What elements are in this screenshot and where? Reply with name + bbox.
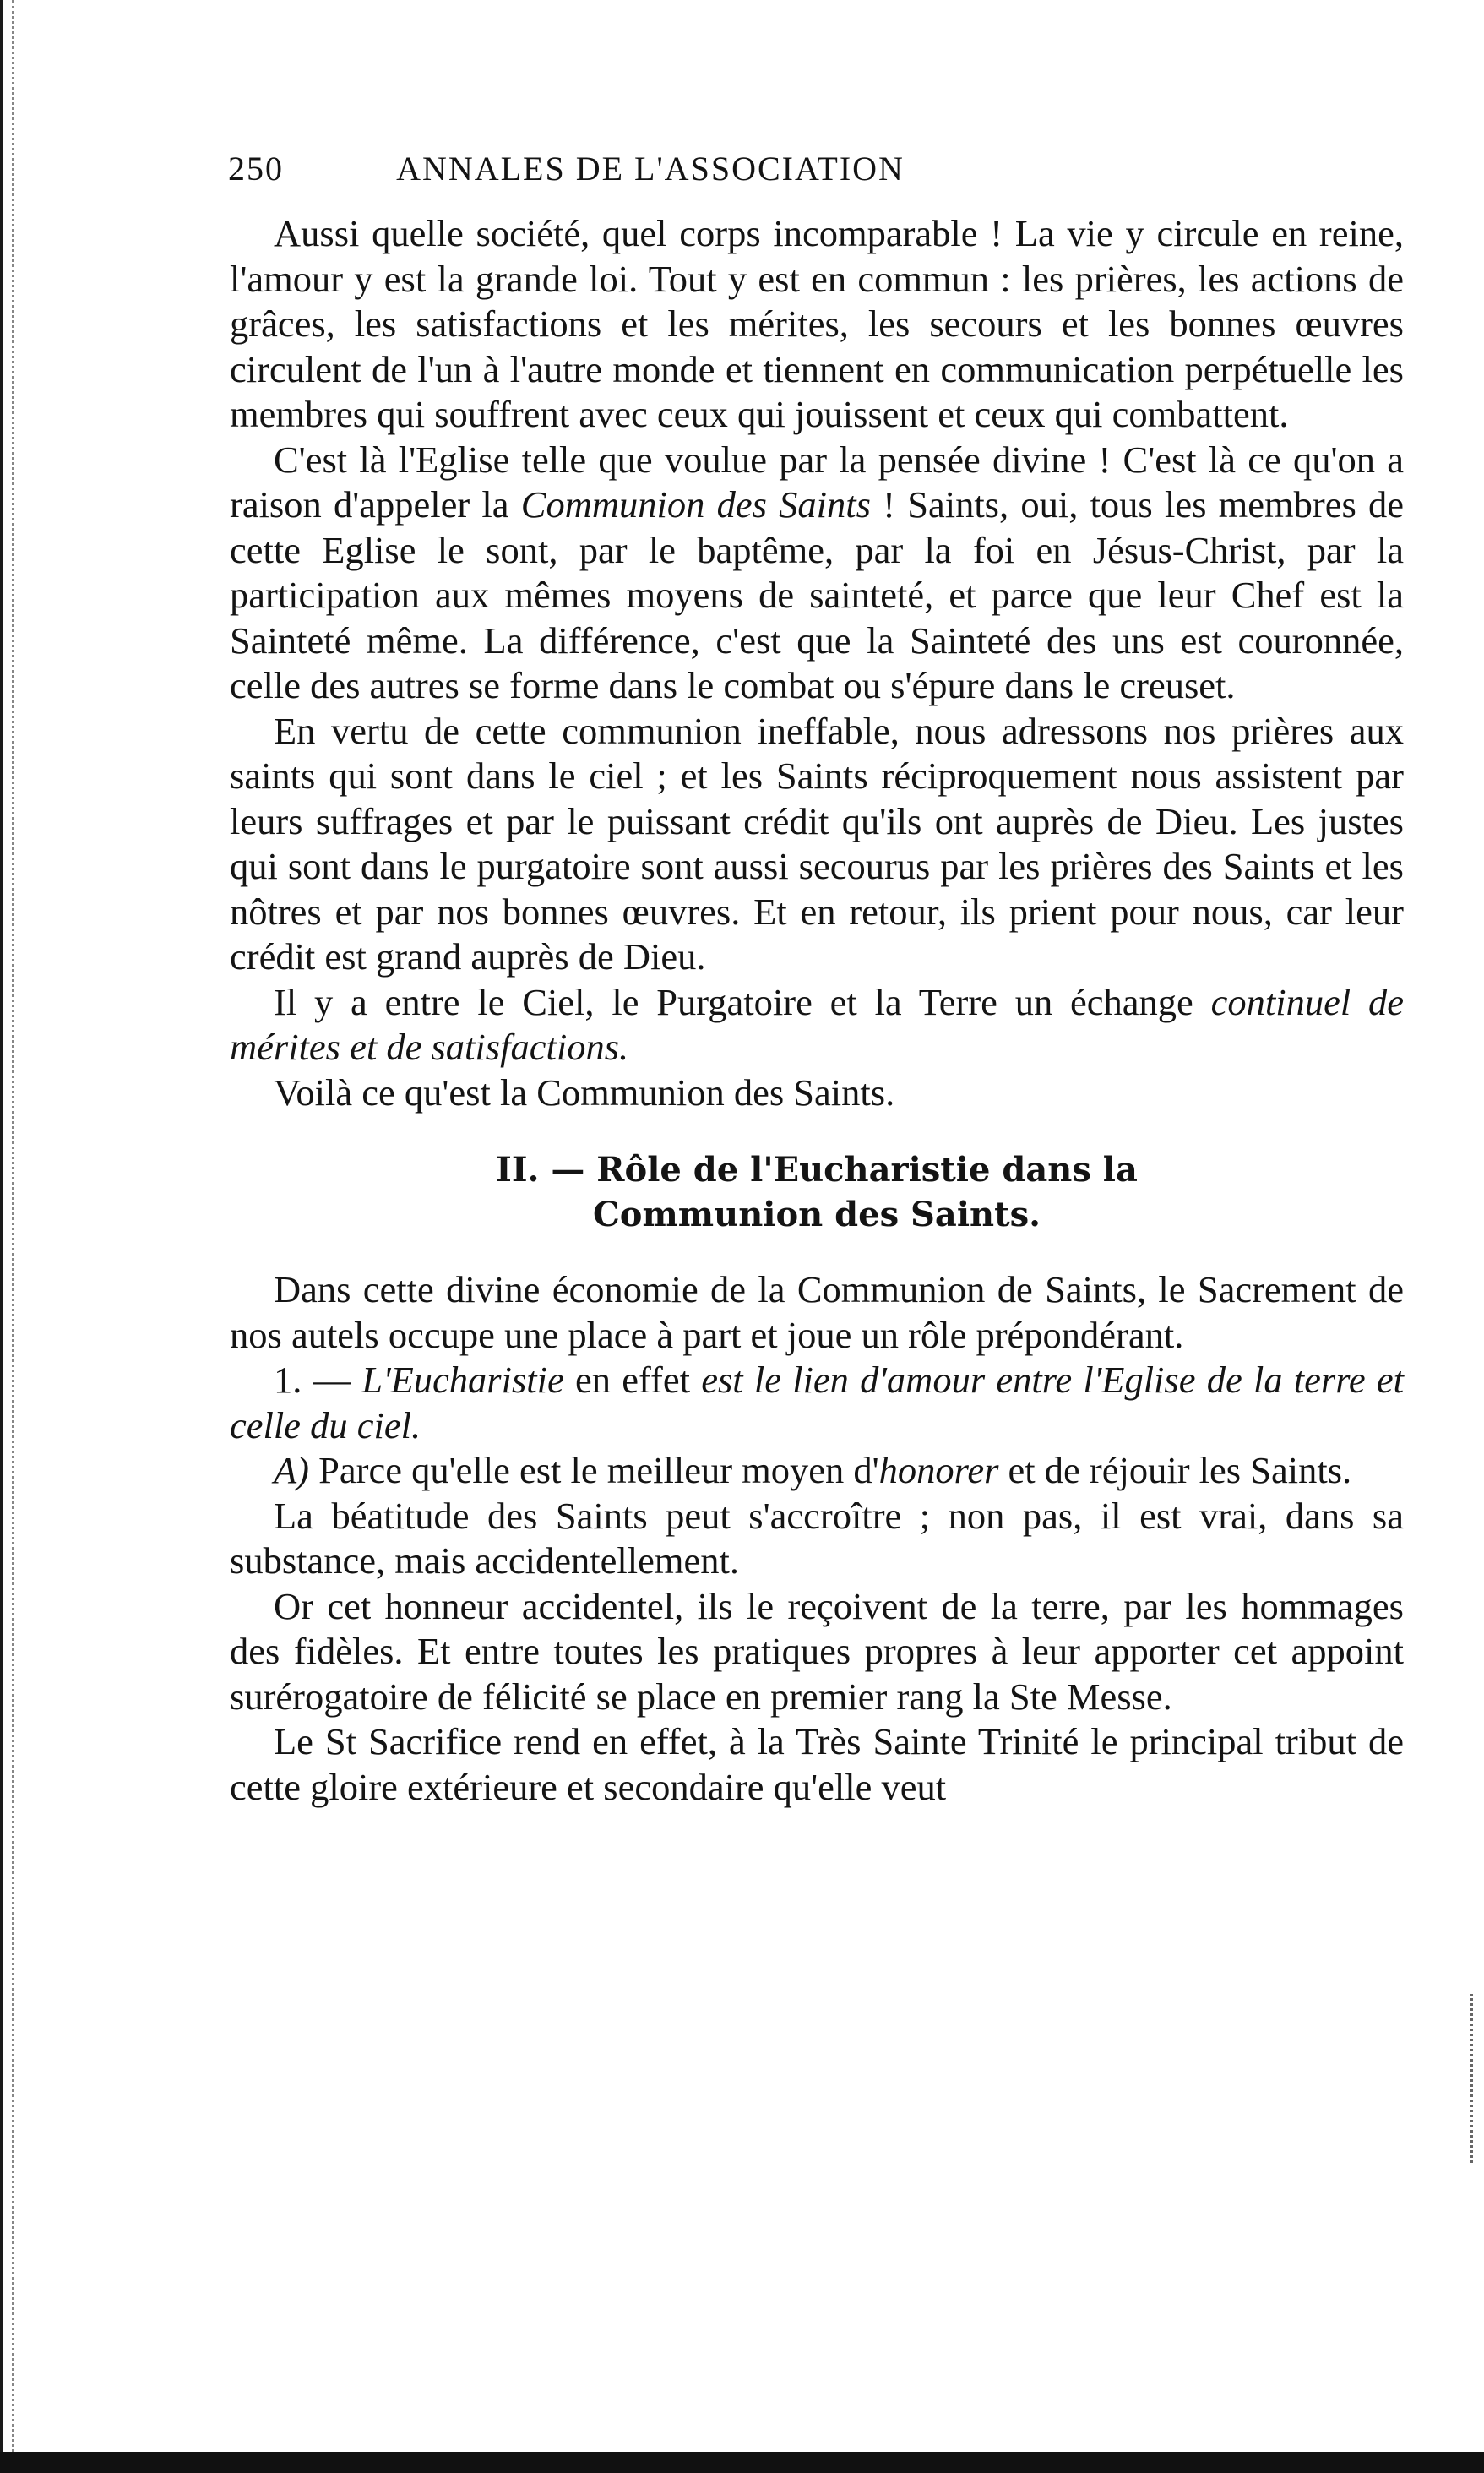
paragraph-text: ! Saints, oui, tous les membres de cette Eglise le sont, par le baptême, par la foi en Jésus-Christ, par la participation aux mêmes moyens de sainteté, et parce que leur Chef est la Sainteté même. La différence, c'est que la Sainteté des uns est couronnée, celle des autres se forme dans le combat ou s'épure dans le creuset. bbox=[230, 483, 1404, 706]
italic-term: L'Eucharistie bbox=[361, 1359, 564, 1401]
section-heading bbox=[230, 1147, 1404, 1237]
paragraph-text: Or cet honneur accidentel, ils le reçoivent de la terre, par les hommages des fidèles. Et entre toutes les pratiques propres à leur apporter cet appoint surérogatoire de félicité se place en premier rang la Ste Messe. bbox=[230, 1584, 1404, 1718]
subsection-marker: A) bbox=[274, 1449, 310, 1491]
paragraph-text: La béatitude des Saints peut s'accroître ; non pas, il est vrai, dans sa substance, mais accidentellement. bbox=[230, 1494, 1404, 1582]
section-heading-line: Communion des Saints. bbox=[592, 1195, 1041, 1234]
paragraph bbox=[230, 1448, 1404, 1494]
paragraph-text: Le St Sacrifice rend en effet, à la Très Sainte Trinité le principal tribut de cette gloire extérieure et secondaire qu'elle veut bbox=[230, 1720, 1404, 1808]
paragraph bbox=[230, 1358, 1404, 1448]
binding-marks bbox=[12, 0, 14, 2473]
paragraph bbox=[230, 1584, 1404, 1720]
right-margin-marks bbox=[1470, 1994, 1476, 2163]
list-number: 1. — bbox=[274, 1359, 362, 1401]
italic-phrase: continuel de mérites et de satisfactions. bbox=[230, 980, 1404, 1068]
paragraph bbox=[230, 1719, 1404, 1810]
paragraph-text: en effet bbox=[563, 1359, 702, 1401]
running-title: ANNALES DE L'ASSOCIATION bbox=[396, 150, 905, 188]
paragraph-text: et de réjouir les Saints. bbox=[998, 1449, 1352, 1491]
italic-term: honorer bbox=[878, 1449, 999, 1491]
paragraph bbox=[230, 211, 1404, 438]
paragraph-text: Voilà ce qu'est la Communion des Saints. bbox=[274, 1070, 895, 1114]
paragraph bbox=[230, 980, 1404, 1070]
paragraph bbox=[230, 1494, 1404, 1584]
paragraph-text: C'est là l'Eglise telle que voulue par la pensée divine ! C'est là ce qu'on a raison d'appeler la bbox=[230, 438, 1404, 526]
page-number: 250 bbox=[228, 150, 284, 188]
paragraph-text: Parce qu'elle est le meilleur moyen d' bbox=[309, 1449, 879, 1491]
section-heading-line: II. — Rôle de l'Eucharistie dans la bbox=[496, 1150, 1138, 1190]
paragraph bbox=[230, 438, 1404, 709]
italic-phrase: est le lien d'amour entre l'Eglise de la terre et celle du ciel. bbox=[230, 1359, 1405, 1446]
page-header bbox=[228, 149, 1402, 199]
paragraph bbox=[230, 1070, 1404, 1116]
paragraph-text: Aussi quelle société, quel corps incomparable ! La vie y circule en reine, l'amour y est la grande loi. Tout y est en commun : les prières, les actions de grâces, les satisfactions et les mérites, les secours et les bonnes œuvres circulent de l'un à l'autre monde et tiennent en communication perpétuelle les membres qui souffrent avec ceux qui jouissent et ceux qui combattent. bbox=[230, 212, 1404, 435]
page-left-edge bbox=[0, 0, 3, 2473]
paragraph-text: Dans cette divine économie de la Communion de Saints, le Sacrement de nos autels occupe une place à part et joue un rôle prépondérant. bbox=[230, 1268, 1404, 1356]
paragraph-text: Il y a entre le Ciel, le Purgatoire et la Terre un échange bbox=[274, 980, 1211, 1023]
paragraph bbox=[230, 1267, 1404, 1358]
page-bottom-edge bbox=[0, 2452, 1484, 2473]
paragraph bbox=[230, 709, 1404, 980]
italic-term: Communion des Saints bbox=[520, 483, 871, 526]
page-body bbox=[230, 211, 1404, 1810]
paragraph-text: En vertu de cette communion ineffable, nous adressons nos prières aux saints qui sont dans le ciel ; et les Saints réciproquement nous assistent par leurs suffrages et par le puissant crédit qu'ils ont auprès de Dieu. Les justes qui sont dans le purgatoire sont aussi secourus par les prières des Saints et les nôtres et par nos bonnes œuvres. Et en retour, ils prient pour nous, car leur crédit est grand auprès de Dieu. bbox=[230, 709, 1404, 978]
